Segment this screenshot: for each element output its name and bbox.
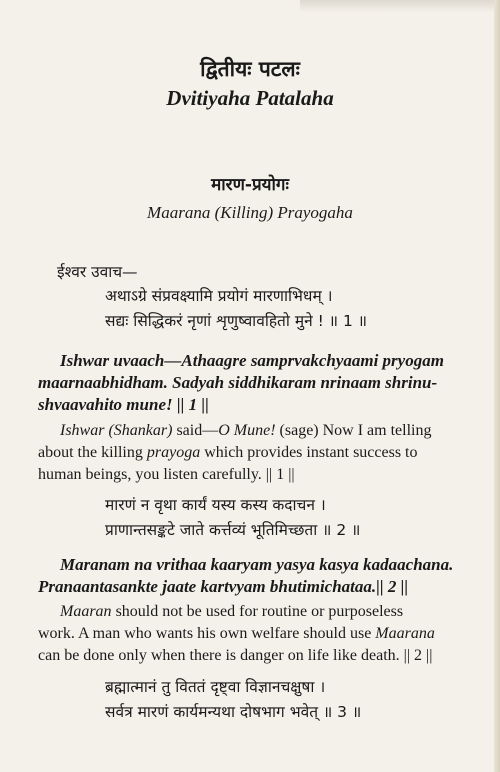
verse3-line2: सर्वत्र मारणं कार्यमन्यथा दोषभाग भवेत् ॥ 3 ॥ <box>105 703 362 721</box>
verse1-line1: अथाऽग्रे संप्रवक्ष्यामि प्रयोगं मारणाभिधम् । <box>105 287 333 305</box>
verse1-translit-line2: maarnaabhidham. Sadyah siddhikaram nrinaam shrinu- <box>38 373 438 392</box>
verse1-meaning-line2: about the killing prayoga which provides instant success to <box>38 444 418 461</box>
verse2-meaning-line2: work. A man who wants his own welfare should use Maarana <box>38 625 435 642</box>
verse3-line1: ब्रह्मात्मानं तु विततं दृष्ट्वा विज्ञानचक्षुषा । <box>105 678 326 696</box>
section-title-devanagari: मारण-प्रयोगः <box>211 175 289 195</box>
page-edge <box>494 0 500 772</box>
section-title-roman: Maarana (Killing) Prayogaha <box>147 203 353 222</box>
verse2-transliteration <box>38 554 476 598</box>
bleed-through-shadow <box>300 0 500 12</box>
verse2-meaning <box>38 601 476 667</box>
verse1-speaker: ईश्वर उवाच— <box>57 263 138 281</box>
verse2-translit-line2: Pranaantasankte jaate kartvyam bhutimichataa.|| 2 || <box>38 577 409 596</box>
verse1-meaning-line1: Ishwar (Shankar) said—O Mune! (sage) Now I am telling <box>60 422 432 439</box>
verse2-line2: प्राणान्तसङ्कटे जाते कर्त्तव्यं भूतिमिच्छता ॥ 2 ॥ <box>105 521 361 539</box>
chapter-title-devanagari: द्वितीयः पटलः <box>200 57 300 81</box>
verse2-line1: मारणं न वृथा कार्यं यस्य कस्य कदाचन । <box>105 496 326 514</box>
verse1-translit-line3: shvaavahito mune! || 1 || <box>38 395 209 414</box>
chapter-title-roman: Dvitiyaha Patalaha <box>166 86 334 110</box>
verse2-meaning-line1: Maaran should not be used for routine or purposeless <box>60 603 404 620</box>
verse2-meaning-line3: can be done only when there is danger on life like death. || 2 || <box>38 647 433 664</box>
verse1-translit-line1: Ishwar uvaach—Athaagre samprvakchyaami pryogam <box>60 351 444 370</box>
verse2-translit-line1: Maranam na vrithaa kaaryam yasya kasya kadaachana. <box>60 555 454 574</box>
verse1-meaning <box>38 420 476 486</box>
verse1-line2: सद्यः सिद्धिकरं नृणां शृणुष्वावहितो मुने ! ॥ 1 ॥ <box>105 312 368 330</box>
verse1-meaning-line3: human beings, you listen carefully. || 1 || <box>38 466 295 483</box>
verse1-transliteration <box>38 350 476 416</box>
